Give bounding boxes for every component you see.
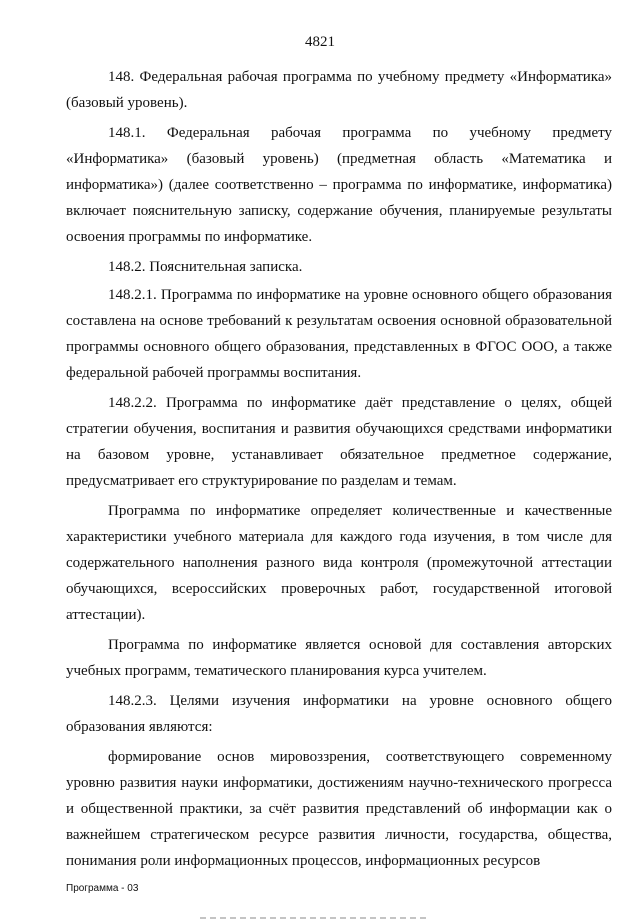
paragraph-goals-first: формирование основ мировоззрения, соответствующего современному уровню развития науки информатики, достижениям научно-технического прогресса и общественной практики, за счёт развития представлений об информации как о важнейшем стратегическом ресурсе развития личности, государства, общества, понимания роли информационных процессов, информационных ресурсов bbox=[66, 749, 612, 869]
paragraph-148-1: 148.1. Федеральная рабочая программа по учебному предмету «Информатика» (базовый уровень) (предметная область «Математика и информатика») (далее соответственно – программа по информатике, информатика) включает пояснительную записку, содержание обучения, планируемые результаты освоения программы по информатике. bbox=[66, 125, 612, 245]
paragraph-148-2-3: 148.2.3. Целями изучения информатики на уровне основного общего образования являются: bbox=[66, 693, 612, 735]
paragraph-program-basis: Программа по информатике является основой для составления авторских учебных программ, тематического планирования курса учителем. bbox=[66, 637, 612, 679]
paragraph-148-2-2: 148.2.2. Программа по информатике даёт представление о целях, общей стратегии обучения, воспитания и развития обучающихся средствами информатики на базовом уровне, устанавливает обязательное предметное содержание, предусматривает его структурирование по разделам и темам. bbox=[66, 395, 612, 489]
paragraph-148-2: 148.2. Пояснительная записка. bbox=[108, 259, 303, 275]
paragraph-148: 148. Федеральная рабочая программа по учебному предмету «Информатика» (базовый уровень). bbox=[66, 69, 612, 111]
document-body bbox=[66, 64, 612, 878]
scan-edge-artifact bbox=[200, 917, 430, 919]
page-number: 4821 bbox=[305, 34, 335, 50]
paragraph-program-characteristics: Программа по информатике определяет количественные и качественные характеристики учебного материала для каждого года изучения, в том числе для содержательного наполнения разного вида контроля (промежуточной аттестации обучающихся, всероссийских проверочных работ, государственной итоговой аттестации). bbox=[66, 503, 612, 623]
paragraph-148-2-1: 148.2.1. Программа по информатике на уровне основного общего образования составлена на основе требований к результатам освоения основной образовательной программы основного общего образования, представленных в ФГОС ООО, а также федеральной рабочей программы воспитания. bbox=[66, 287, 612, 381]
page-footer: Программа - 03 bbox=[66, 883, 139, 894]
